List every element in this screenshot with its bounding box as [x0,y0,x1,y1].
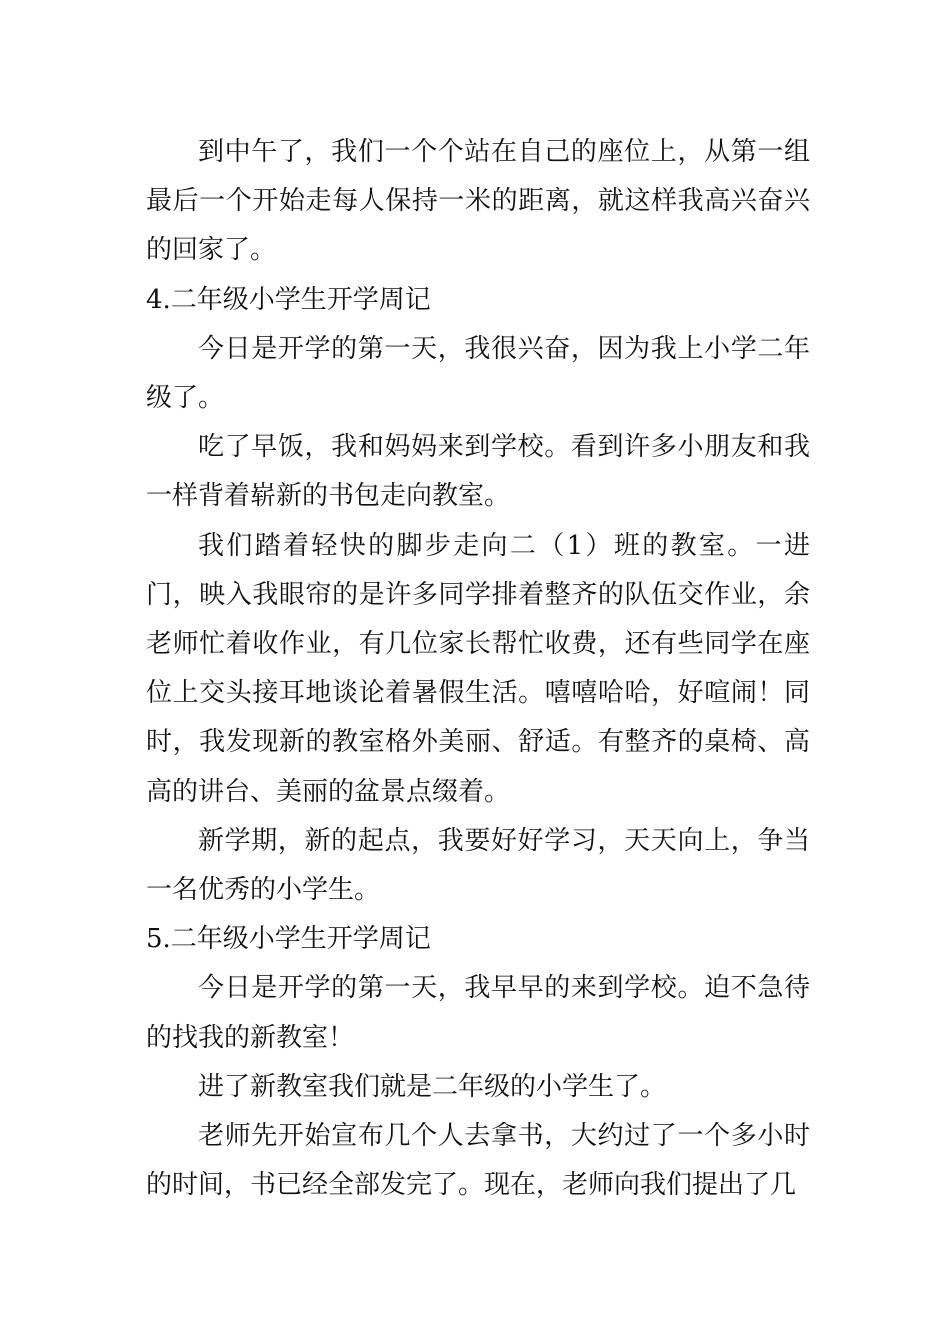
paragraph-noon-going-home: 到中午了，我们一个个站在自己的座位上，从第一组最后一个开始走每人保持一米的距离，就这样我高兴奋兴的回家了。 [146,137,810,266]
section-heading-5: 5.二年级小学生开学周记 [146,924,431,955]
paragraph-teacher-books: 老师先开始宣布几个人去拿书，大约过了一个多小时的时间，书已经全部发完了。现在，老师向我们提出了几 [146,1121,810,1201]
paragraph-first-day-early: 今日是开学的第一天，我早早的来到学校。迫不急待的找我的新教室！ [146,973,810,1053]
paragraph-new-semester-goal: 新学期，新的起点，我要好好学习，天天向上，争当一名优秀的小学生。 [146,825,810,906]
document-body [146,128,810,1210]
paragraph-new-classroom: 进了新教室我们就是二年级的小学生了。 [198,1071,667,1102]
section-heading-4: 4.二年级小学生开学周记 [146,284,431,315]
paragraph-first-day-excited: 今日是开学的第一天，我很兴奋，因为我上小学二年级了。 [146,333,810,414]
paragraph-classroom-scene: 我们踏着轻快的脚步走向二（1）班的教室。一进门，映入我眼帘的是许多同学排着整齐的队伍交作业，余老师忙着收作业，有几位家长帮忙收费，还有些同学在座位上交头接耳地谈论着暑假生活。嘻嘻哈哈，好喧闹！同时，我发现新的教室格外美丽、舒适。有整齐的桌椅、高高的讲台、美丽的盆景点缀着。 [146,530,810,807]
paragraph-breakfast-to-school: 吃了早饭，我和妈妈来到学校。看到许多小朋友和我一样背着崭新的书包走向教室。 [146,432,810,512]
